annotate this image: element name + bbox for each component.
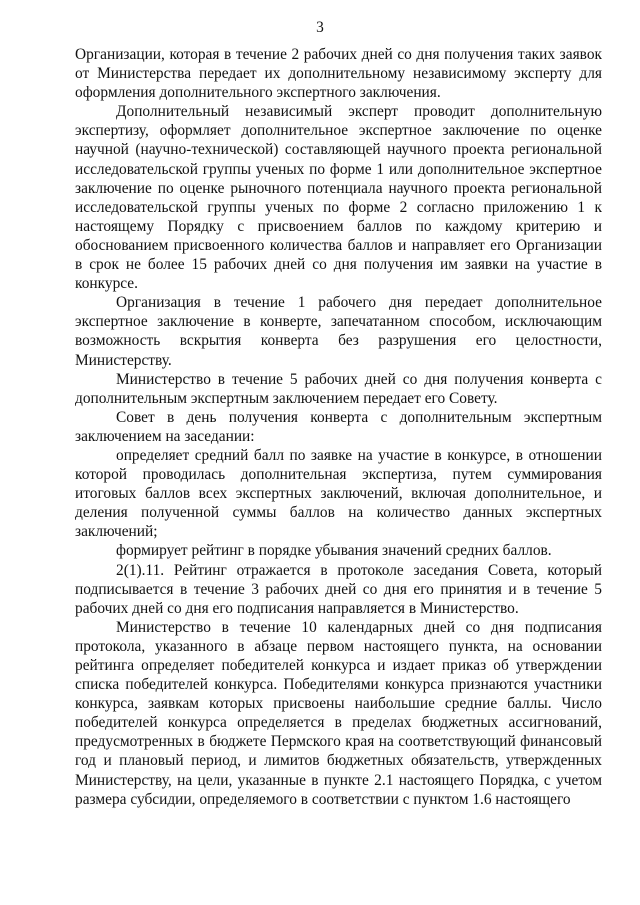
paragraph-winners-determination: Министерство в течение 10 календарных дней со дня подписания протокола, указанного в абзаце первом настоящего пункта, на основании рейтинга определяет победителей конкурса и издает приказ об утверждении списка победителей конкурса. Победителями конкурса признаются участники конкурса, заявкам которых присвоены наибольшие средние баллы. Число победителей конкурса определяется в пределах бюджетных ассигнований, предусмотренных в бюджете Пермского края на соответствующий финансовый год и плановый период, и лимитов бюджетных обязательств, утвержденных Министерству, на цели, указанные в пункте 2.1 настоящего Порядка, с учетом размера субсидии, определяемого в соответствии с пунктом 1.6 настоящего: [75, 618, 602, 808]
paragraph-ministry-transfer: Министерство в течение 5 рабочих дней со дня получения конверта с дополнительным экспертным заключением передает его Совету.: [75, 370, 602, 407]
paragraph-average-score: определяет средний балл по заявке на участие в конкурсе, в отношении которой проводилась дополнительная экспертиза, путем суммирования итоговых баллов всех экспертных заключений, включая дополнительное, и деления полученной суммы баллов на количество данных экспертных заключений;: [75, 446, 602, 541]
page-number: 3: [316, 19, 324, 36]
document-body: [75, 45, 602, 809]
paragraph-additional-expertise: Дополнительный независимый эксперт проводит дополнительную экспертизу, оформляет дополнительное экспертное заключение по оценке научной (научно-технической) составляющей научного проекта региональной исследовательской группы ученых по форме 1 или дополнительное экспертное заключение по оценке рыночного потенциала научного проекта региональной исследовательской группы ученых по форме 2 согласно приложению 1 к настоящему Порядку с присвоением баллов по каждому критерию и обоснованием присвоенного количества баллов и направляет его Организации в срок не более 15 рабочих дней со дня получения им заявки на участие в конкурсе.: [75, 103, 602, 293]
paragraph-rating-formation: формирует рейтинг в порядке убывания значений средних баллов.: [116, 542, 552, 560]
paragraph-council-meeting: Совет в день получения конверта с дополнительным экспертным заключением на заседании:: [75, 408, 602, 445]
paragraph-continuation: Организации, которая в течение 2 рабочих дней со дня получения таких заявок от Министерства передает их дополнительному независимому эксперту для оформления дополнительного экспертного заключения.: [75, 46, 602, 102]
paragraph-organization-transfer: Организация в течение 1 рабочего дня передает дополнительное экспертное заключение в конверте, запечатанном способом, исключающим возможность вскрытия конверта без разрушения его целостности, Министерству.: [75, 294, 602, 369]
paragraph-rating-protocol: 2(1).11. Рейтинг отражается в протоколе заседания Совета, который подписывается в течение 3 рабочих дней со дня его принятия и в течение 5 рабочих дней со дня его подписания направляется в Министерство.: [75, 561, 602, 617]
